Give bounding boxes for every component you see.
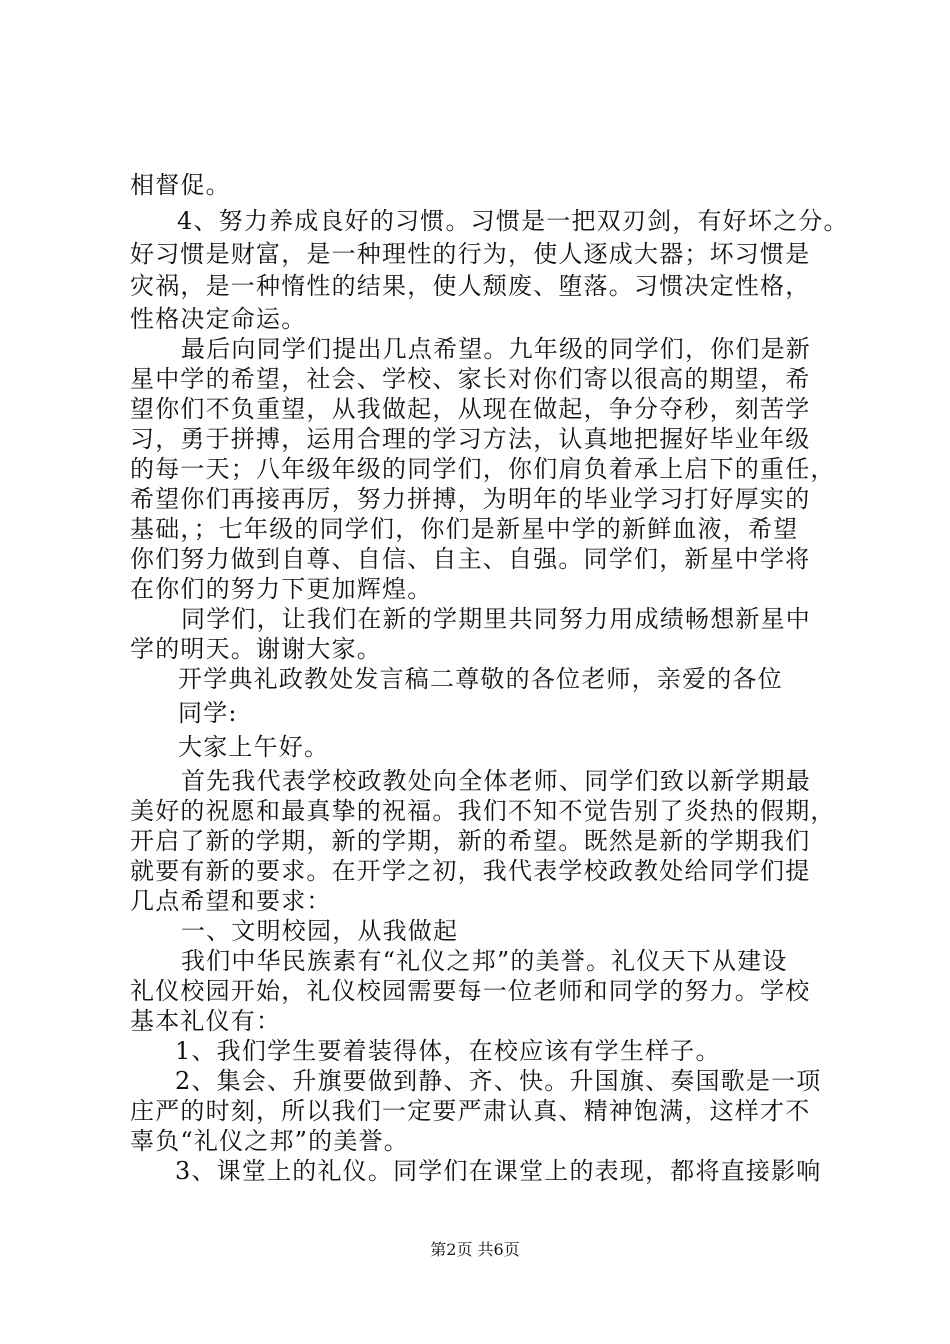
text-line: 4、努力养成良好的习惯。习惯是一把双刃剑，有好坏之分。	[177, 207, 849, 235]
text-line: 性格决定命运。	[130, 305, 307, 333]
text-line: 我们中华民族素有“礼仪之邦”的美誉。礼仪天下从建设	[181, 947, 788, 975]
text-line: 灾祸，是一种惰性的结果，使人颓废、堕落。习惯决定性格，	[130, 272, 811, 300]
text-line: 你们努力做到自尊、自信、自主、自强。同学们，新星中学将	[130, 545, 811, 573]
text-line: 的每一天；八年级年级的同学们，你们肩负着承上启下的重任，	[130, 455, 836, 483]
text-line: 开学典礼政教处发言稿二尊敬的各位老师，亲爱的各位	[178, 665, 783, 693]
text-line: 就要有新的要求。在开学之初，我代表学校政教处给同学们提	[130, 857, 811, 885]
text-line: 美好的祝愿和最真挚的祝福。我们不知不觉告别了炎热的假期，	[130, 797, 836, 825]
text-line: 望你们不负重望，从我做起，从现在做起，争分夺秒，刻苦学	[130, 395, 811, 423]
text-line: 开启了新的学期，新的学期，新的希望。既然是新的学期我们	[130, 827, 811, 855]
text-line: 辜负“礼仪之邦”的美誉。	[130, 1127, 409, 1155]
text-line: 礼仪校园开始，礼仪校园需要每一位老师和同学的努力。学校	[130, 977, 811, 1005]
text-line: 庄严的时刻，所以我们一定要严肃认真、精神饱满，这样才不	[130, 1097, 811, 1125]
text-line: 基础，；七年级的同学们，你们是新星中学的新鲜血液，希望	[130, 515, 799, 543]
text-line: 几点希望和要求：	[130, 887, 332, 915]
text-line: 3、课堂上的礼仪。同学们在课堂上的表现，都将直接影响	[175, 1157, 822, 1185]
text-line: 同学:	[178, 699, 238, 727]
text-line: 希望你们再接再厉，努力拼搏，为明年的毕业学习打好厚实的	[130, 485, 811, 513]
page-footer: 第2页 共6页	[430, 1240, 520, 1259]
text-line: 大家上午好。	[178, 733, 330, 761]
text-line: 星中学的希望，社会、学校、家长对你们寄以很高的期望，希	[130, 365, 811, 393]
text-line: 学的明天。谢谢大家。	[130, 635, 382, 663]
text-line: 好习惯是财富，是一种理性的行为，使人逐成大器；坏习惯是	[130, 240, 811, 268]
text-line: 基本礼仪有：	[130, 1007, 282, 1035]
text-line: 在你们的努力下更加辉煌。	[130, 575, 433, 603]
text-line: 一、文明校园，从我做起	[181, 917, 459, 945]
text-line: 首先我代表学校政教处向全体老师、同学们致以新学期最	[181, 767, 811, 795]
text-line: 最后向同学们提出几点希望。九年级的同学们，你们是新	[181, 335, 811, 363]
text-line: 2、集会、升旗要做到静、齐、快。升国旗、奏国歌是一项	[175, 1067, 822, 1095]
text-line: 1、我们学生要着装得体，在校应该有学生样子。	[175, 1037, 721, 1065]
text-line: 习，勇于拼搏，运用合理的学习方法，认真地把握好毕业年级	[130, 425, 811, 453]
text-line: 相督促。	[130, 171, 231, 199]
text-line: 同学们，让我们在新的学期里共同努力用成绩畅想新星中	[181, 605, 811, 633]
